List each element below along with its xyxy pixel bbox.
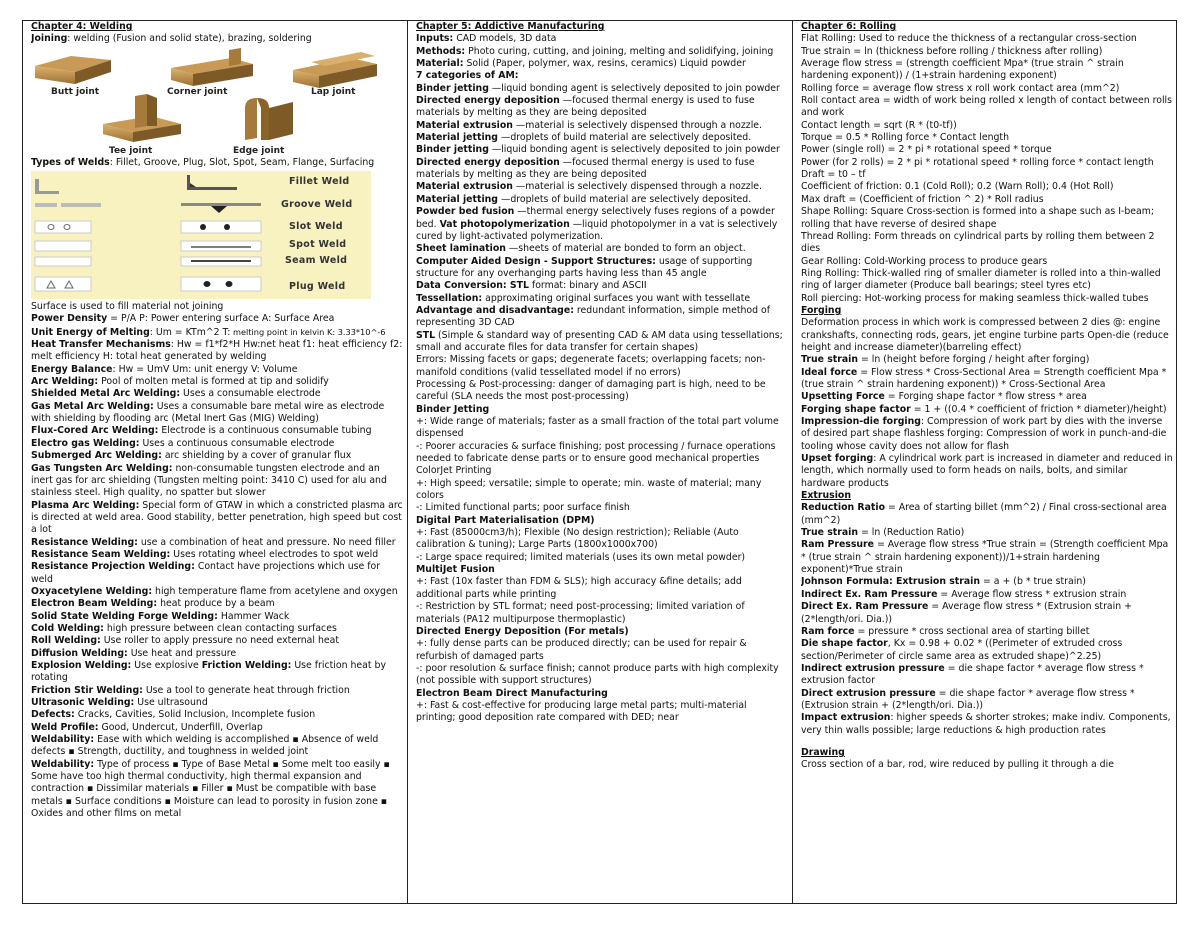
direct-ram: Direct Ex. Ram Pressure = Average flow stress * (Extrusion strain + (2*length/ori. Dia.)) bbox=[801, 601, 1132, 625]
powder-bed-fusion: Powder bed fusion —thermal energy selectively fuses regions of a powder bed. Vat photopolymerization —liquid photopolymer in a vat is selectively cured by light-activated polymerization. bbox=[416, 206, 778, 242]
indirect-extrusion-pressure: Indirect extrusion pressure = die shape factor * average flow stress * extrusion factor bbox=[801, 662, 1144, 687]
ideal-force: Ideal force = Flow stress * Cross-Sectional Area = Strength coefficient Mpa * (true strain ^ strain hardening exponent)) * Cross-Sectional Area bbox=[801, 366, 1167, 390]
explosion-welding: Explosion Welding: Use explosive Friction Welding: Use friction heat by rotating bbox=[31, 660, 386, 684]
impression-die: Impression-die forging: Compression of work part by dies with the inverse of desired part shape flashless forging: Compression of work in punch-and-die tooling whose cavity does not allow for flash bbox=[801, 416, 1167, 452]
rolling-line: Power (for 2 rolls) = 2 * pi * rotational speed * rolling force * contact length bbox=[801, 156, 1154, 168]
drawing-text: Cross section of a bar, rod, wire reduced by pulling it through a die bbox=[801, 759, 1114, 771]
ebdm-title: Electron Beam Direct Manufacturing bbox=[416, 687, 608, 699]
corner-joint-label: Corner joint bbox=[167, 86, 228, 97]
fillet-weld-label: Fillet Weld bbox=[289, 176, 350, 188]
saw: Submerged Arc Welding: arc shielding by a cover of granular flux bbox=[31, 450, 352, 462]
energy-balance: Energy Balance: Hw = UmV Um: unit energy V: Volume bbox=[31, 363, 298, 375]
inputs: Inputs: CAD models, 3D data bbox=[416, 33, 557, 45]
stl: STL (Simple & standard way of presenting CAD & AM data using tessellations; small and accurate files for data transfer for certain shapes) bbox=[416, 329, 783, 353]
material-jetting-2: Material jetting —droplets of build material are selectively deposited. bbox=[416, 193, 752, 205]
material-jetting-1: Material jetting —droplets of build material are selectively deposited. bbox=[416, 132, 752, 144]
power-density: Power Density = P/A P: Power entering surface A: Surface Area bbox=[31, 313, 335, 325]
extrusion-heading: Extrusion bbox=[801, 490, 851, 502]
impact-extrusion: Impact extrusion: higher speeds & shorter strokes; make indiv. Components, very thin walls possible; large reductions & high production rates bbox=[801, 712, 1171, 736]
column-divider bbox=[1176, 21, 1177, 903]
weld-profile: Weld Profile: Good, Undercut, Underfill, Overlap bbox=[31, 721, 263, 733]
unit-energy: Unit Energy of Melting: Um = KTm^2 T: melting point in kelvin K: 3.33*10^-6 bbox=[31, 326, 386, 338]
rolling-line: Shape Rolling: Square Cross-section is formed into a shape such as I-beam; rolling that have reverse of desired shape bbox=[801, 206, 1155, 230]
weld-types-figure bbox=[31, 171, 371, 299]
column-divider bbox=[407, 21, 408, 903]
types-of-welds: Types of Welds: Fillet, Groove, Plug, Slot, Spot, Seam, Flange, Surfacing bbox=[31, 156, 375, 168]
extrusion-true-strain: True strain = ln (Reduction Ratio) bbox=[801, 527, 965, 539]
ded-title: Directed Energy Deposition (For metals) bbox=[416, 625, 629, 637]
roll-welding: Roll Welding: Use roller to apply pressure no need external heat bbox=[31, 635, 340, 647]
colorjet-title: ColorJet Printing bbox=[416, 465, 492, 477]
heat-transfer: Heat Transfer Mechanisms: Hw = f1*f2*H Hw:net heat f1: heat efficiency f2: melt efficiency H: total heat generated by welding bbox=[31, 339, 403, 363]
joining-line: Joining: welding (Fusion and solid state), brazing, soldering bbox=[31, 33, 312, 45]
rolling-line: Ring Rolling: Thick-walled ring of smaller diameter is rolled into a thin-walled ring of larger diameter (Produce ball bearings; steel tyres etc) bbox=[801, 267, 1161, 292]
binder-jetting-plus: +: Wide range of materials; faster as a small fraction of the total part volume dispensed bbox=[416, 416, 779, 440]
ram-pressure: Ram Pressure = Average flow stress *True strain = (Strength coefficient Mpa * (true strain ^ strain hardening exponent))/1+strain hardening exponent)*True strain bbox=[801, 539, 1169, 576]
rolling-line: Flat Rolling: Used to reduce the thickness of a rectangular cross-section bbox=[801, 33, 1137, 45]
ram-force: Ram force = pressure * cross sectional area of starting billet bbox=[801, 625, 1090, 637]
weldability: Weldability: Ease with which welding is accomplished ▪ Absence of weld defects ▪ Strength, ductility, and toughness in welded joint bbox=[31, 734, 379, 758]
chapter-4-heading: Chapter 4: Welding bbox=[31, 21, 133, 32]
forging-heading: Forging bbox=[801, 304, 842, 316]
forge-welding: Solid State Welding Forge Welding: Hammer Wack bbox=[31, 610, 290, 622]
chapter-5-heading: Chapter 5: Addictive Manufacturing bbox=[416, 21, 605, 32]
joint-drawings bbox=[31, 46, 403, 157]
errors: Errors: Missing facets or gaps; degenerate facets; overlapping facets; non-manifold conditions (valid tessellated model if no errors) bbox=[416, 354, 766, 378]
rolling-line: Rolling force = average flow stress x roll work contact area (mm^2) bbox=[801, 82, 1120, 94]
dpm-plus: +: Fast (85000cm3/h); Flexible (No design restriction); Reliable (Auto calibration & tuning); Large Parts (1800x1000x700) bbox=[416, 527, 739, 551]
edge-joint-label: Edge joint bbox=[233, 145, 285, 156]
weld-drawings bbox=[31, 171, 371, 299]
material-extrusion-2: Material extrusion —material is selectively dispensed through a nozzle. bbox=[416, 181, 763, 193]
rolling-line: Roll contact area = width of work being rolled x length of contact between rolls and work bbox=[801, 95, 1173, 119]
groove-weld-label: Groove Weld bbox=[281, 199, 353, 211]
processing: Processing & Post-processing: danger of damaging part is high, need to be careful (SLA needs the most post-processing) bbox=[416, 378, 766, 403]
adv-disadv: Advantage and disadvantage: redundant information, simple method of representing 3D CAD bbox=[416, 304, 771, 329]
chapter-6-heading: Chapter 6: Rolling bbox=[801, 21, 897, 32]
forging-shape-factor: Forging shape factor = 1 + ((0.4 * coefficient of friction * diameter)/height) bbox=[801, 403, 1167, 415]
sheet-lamination: Sheet lamination —sheets of material are bonded to form an object. bbox=[416, 243, 746, 255]
binder-jetting-1: Binder jetting —liquid bonding agent is selectively deposited to join powder Directed energy deposition —focused thermal energy is used to fuse materials by melting as they are being deposited bbox=[416, 82, 780, 119]
cheat-sheet bbox=[22, 20, 1177, 904]
plug-weld-label: Plug Weld bbox=[289, 281, 346, 293]
resistance-projection: Resistance Projection Welding: Contact have projections which use for weld bbox=[31, 561, 381, 585]
dpm-title: Digital Part Materialisation (DPM) bbox=[416, 514, 595, 526]
mjf-minus: -: Restriction by STL format; need post-processing; limited variation of materials (PA12 multipurpose thermoplastic) bbox=[416, 601, 745, 625]
rolling-line: Contact length = sqrt (R * (t0-tf)) bbox=[801, 119, 957, 131]
rolling-line: Gear Rolling: Cold-Working process to produce gears bbox=[801, 255, 1048, 267]
reduction-ratio: Reduction Ratio = Area of starting billet (mm^2) / Final cross-sectional area (mm^2) bbox=[801, 502, 1167, 526]
rolling-line: True strain = ln (thickness before rolling / thickness after rolling) bbox=[801, 45, 1103, 57]
rolling-line: Power (single roll) = 2 * pi * rotational speed * torque bbox=[801, 144, 1052, 156]
butt-joint-label: Butt joint bbox=[51, 86, 100, 97]
dpm-minus: -: Large space required; limited materials (uses its own metal powder) bbox=[416, 551, 746, 563]
drawing-heading: Drawing bbox=[801, 746, 845, 758]
seven-categories: 7 categories of AM: bbox=[416, 70, 519, 82]
spacer bbox=[801, 737, 1173, 747]
oxyacetylene: Oxyacetylene Welding: high temperature flame from acetylene and oxygen bbox=[31, 585, 398, 597]
weldability-factors: Weldability: Type of process ▪ Type of Base Metal ▪ Some melt too easily ▪ Some have too high thermal conductivity, high thermal expansion and contraction ▪ Dissimilar materials ▪ Filler ▪ Must be compatible with base metals ▪ Surface conditions ▪ Moisture can lead to porosity in fusion zone ▪ Oxides and other films on metal bbox=[31, 758, 390, 820]
friction-stir: Friction Stir Welding: Use a tool to generate heat through friction bbox=[31, 684, 350, 696]
resistance-seam: Resistance Seam Welding: Uses rotating wheel electrodes to spot weld bbox=[31, 548, 379, 560]
material: Material: Solid (Paper, polymer, wax, resins, ceramics) Liquid powder bbox=[416, 58, 746, 70]
electron-beam: Electron Beam Welding: heat produce by a beam bbox=[31, 598, 275, 610]
ebdm-plus: +: Fast & cost-effective for producing large metal parts; multi-material printing; good deposition rate compared with DED; near bbox=[416, 699, 747, 724]
material-extrusion-1: Material extrusion —material is selectively dispensed through a nozzle. bbox=[416, 119, 763, 131]
methods: Methods: Photo curing, cutting, and joining, melting and solidifying, joining bbox=[416, 45, 774, 57]
ded-plus: +: fully dense parts can be produced directly; can be used for repair & refurbish of damaged parts bbox=[416, 638, 747, 662]
gtaw: Gas Tungsten Arc Welding: non-consumable tungsten electrode and an inert gas for arc shielding (Tungsten melting point: 3410 C) used for alu and stainless steel. High quality, no spatter but slower bbox=[31, 462, 387, 499]
mjf-title: MultiJet Fusion bbox=[416, 564, 495, 576]
rolling-line: Torque = 0.5 * Rolling force * Contact length bbox=[801, 132, 1010, 144]
upset-forging: Upset forging: A cylindrical work part is increased in diameter and reduced in length, which normally used to form heads on nails, bolts, and similar hardware products bbox=[801, 453, 1173, 489]
indirect-ram: Indirect Ex. Ram Pressure = Average flow stress * extrusion strain bbox=[801, 588, 1127, 600]
ded-minus: -: poor resolution & surface finish; cannot produce parts with high complexity (not possible with support structures) bbox=[416, 662, 779, 687]
paw: Plasma Arc Welding: Special form of GTAW in which a constricted plasma arc is directed at weld area. Good stability, better penetration, high speed but cost a lot bbox=[31, 499, 403, 536]
forging-true-strain: True strain = ln (height before forging / height after forging) bbox=[801, 354, 1090, 366]
fcaw: Flux-Cored Arc Welding: Electrode is a continuous consumable tubing bbox=[31, 425, 372, 437]
column-divider bbox=[22, 21, 23, 903]
forging-intro: Deformation process in which work is compressed between 2 dies @: engine crankshafts, connecting rods, gears, jet engine turbine parts Open-die (reduce height and increase diameter)(barreling effect) bbox=[801, 317, 1169, 353]
spot-weld-label: Spot Weld bbox=[289, 239, 347, 251]
surface-note: Surface is used to fill material not joining bbox=[31, 301, 224, 313]
direct-extrusion-pressure: Direct extrusion pressure = die shape factor * average flow stress * (Extrusion strain + (2*length/ori. Dia.)) bbox=[801, 687, 1135, 711]
binder-jetting-minus: -: Poorer accuracies & surface finishing; post processing / furnace operations needed to fabricate dense parts or to ensure good mechanical properties bbox=[416, 440, 776, 465]
rolling-line: Thread Rolling: Form threads on cylindrical parts by rolling them between 2 dies bbox=[801, 230, 1155, 255]
column-divider bbox=[792, 21, 793, 903]
binder-jetting-2: Binder jetting —liquid bonding agent is selectively deposited to join powder Directed energy deposition —focused thermal energy is used to fuse materials by melting as they are being deposited bbox=[416, 144, 780, 181]
cold-welding: Cold Welding: high pressure between clean contacting surfaces bbox=[31, 622, 337, 634]
upsetting-force: Upsetting Force = Forging shape factor * flow stress * area bbox=[801, 391, 1087, 403]
tessellation: Tessellation: approximating original surfaces you want with tessellate bbox=[416, 292, 751, 304]
joint-types-figure bbox=[31, 46, 403, 157]
rolling-line: Max draft = (Coefficient of friction ^ 2) * Roll radius bbox=[801, 193, 1044, 205]
colorjet-plus: +: High speed; versatile; simple to operate; min. waste of material; many colors bbox=[416, 477, 762, 502]
tee-joint-label: Tee joint bbox=[109, 145, 153, 156]
column-rolling bbox=[801, 21, 1173, 901]
ultrasonic: Ultrasonic Welding: Use ultrasound bbox=[31, 697, 208, 709]
lap-joint-label: Lap joint bbox=[311, 86, 356, 97]
defects: Defects: Cracks, Cavities, Solid Inclusion, Incomplete fusion bbox=[31, 709, 316, 721]
column-additive bbox=[416, 21, 788, 901]
resistance-welding: Resistance Welding: use a combination of heat and pressure. No need filler bbox=[31, 536, 396, 548]
rolling-line: Coefficient of friction: 0.1 (Cold Roll); 0.2 (Warn Roll); 0.4 (Hot Roll) bbox=[801, 181, 1114, 193]
johnson-formula: Johnson Formula: Extrusion strain = a + (b * true strain) bbox=[801, 576, 1086, 588]
rolling-line: Roll piercing: Hot-working process for making seamless thick-walled tubes bbox=[801, 292, 1149, 304]
arc-welding: Arc Welding: Pool of molten metal is formed at tip and solidify bbox=[31, 376, 329, 388]
colorjet-minus: -: Limited functional parts; poor surface finish bbox=[416, 502, 630, 514]
slot-weld-label: Slot Weld bbox=[289, 221, 343, 233]
gmaw: Gas Metal Arc Welding: Uses a consumable bare metal wire as electrode with shielding by flooding arc (Metal Inert Gas (MIG) Welding) bbox=[31, 400, 385, 425]
seam-weld-label: Seam Weld bbox=[285, 255, 348, 267]
diffusion-welding: Diffusion Welding: Use heat and pressure bbox=[31, 647, 237, 659]
binder-jetting-title: Binder Jetting bbox=[416, 403, 490, 415]
data-conversion: Data Conversion: STL format: binary and ASCII bbox=[416, 280, 647, 292]
smaw: Shielded Metal Arc Welding: Uses a consumable electrode bbox=[31, 388, 321, 400]
mjf-plus: +: Fast (10x faster than FDM & SLS); high accuracy &fine details; add additional parts while printing bbox=[416, 576, 742, 600]
die-shape-factor: Die shape factor, Kx = 0.98 + 0.02 * ((Perimeter of extruded cross section/Perimeter of circle same area as extruded shape)^2.25) bbox=[801, 638, 1123, 662]
column-welding bbox=[31, 21, 403, 901]
rolling-line: Average flow stress = (strength coefficient Mpa* (true strain ^ strain hardening exponent)) / (1+strain hardening exponent) bbox=[801, 58, 1124, 82]
cad-support: Computer Aided Design - Support Structures: usage of supporting structure for any overhanging parts having less than 45 angle bbox=[416, 255, 753, 279]
egw: Electro gas Welding: Uses a continuous consumable electrode bbox=[31, 437, 335, 449]
rolling-line: Draft = t0 – tf bbox=[801, 169, 866, 181]
